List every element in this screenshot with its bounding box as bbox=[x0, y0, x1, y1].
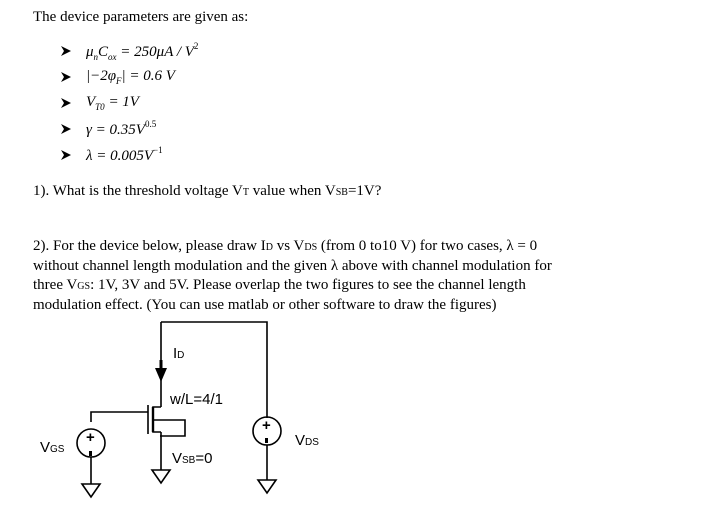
param-fermi: $|-2\varphi_F| = 0.6$ V bbox=[86, 68, 175, 86]
vds-label: VDS bbox=[295, 432, 319, 449]
vgs-minus-sign bbox=[89, 451, 92, 456]
ground-icon bbox=[152, 470, 170, 483]
question-2-line: without channel length modulation and the given λ above with channel modulation for bbox=[33, 258, 552, 274]
wl-label: w/L=4/1 bbox=[170, 391, 223, 408]
id-label: ID bbox=[173, 345, 185, 362]
body-wire bbox=[153, 420, 185, 436]
vds-plus-sign: + bbox=[262, 417, 271, 434]
question-1: 1). What is the threshold voltage VT value when VSB=1V? bbox=[33, 183, 382, 199]
current-arrow-icon bbox=[155, 368, 167, 382]
gate-wire bbox=[91, 412, 148, 422]
ground-icon bbox=[258, 480, 276, 493]
param-gamma: $\gamma = 0.35V^{0.5}$ bbox=[86, 119, 157, 138]
vgs-label: VGS bbox=[40, 439, 65, 456]
ground-icon bbox=[82, 484, 100, 497]
param-vt0: $V_{T0} = 1V$ bbox=[86, 94, 139, 112]
vds-minus-sign bbox=[265, 438, 268, 443]
question-2-line: 2). For the device below, please draw ID vs VDS (from 0 to10 V) for two cases, λ = 0 bbox=[33, 238, 538, 254]
vgs-plus-sign: + bbox=[86, 429, 95, 446]
question-2-line: modulation effect. (You can use matlab or other software to draw the figures) bbox=[33, 297, 497, 313]
param-lambda: $\lambda = 0.005V^{-1}$ bbox=[86, 145, 163, 164]
intro-text: The device parameters are given as: bbox=[33, 9, 249, 25]
param-mobility: $\mu_nC_{ox} = 250\mu A / V^2$ bbox=[86, 40, 199, 62]
question-2-line: three VGS: 1V, 3V and 5V. Please overlap the two figures to see the channel length bbox=[33, 277, 526, 293]
vsb-label: VSB=0 bbox=[172, 450, 213, 467]
